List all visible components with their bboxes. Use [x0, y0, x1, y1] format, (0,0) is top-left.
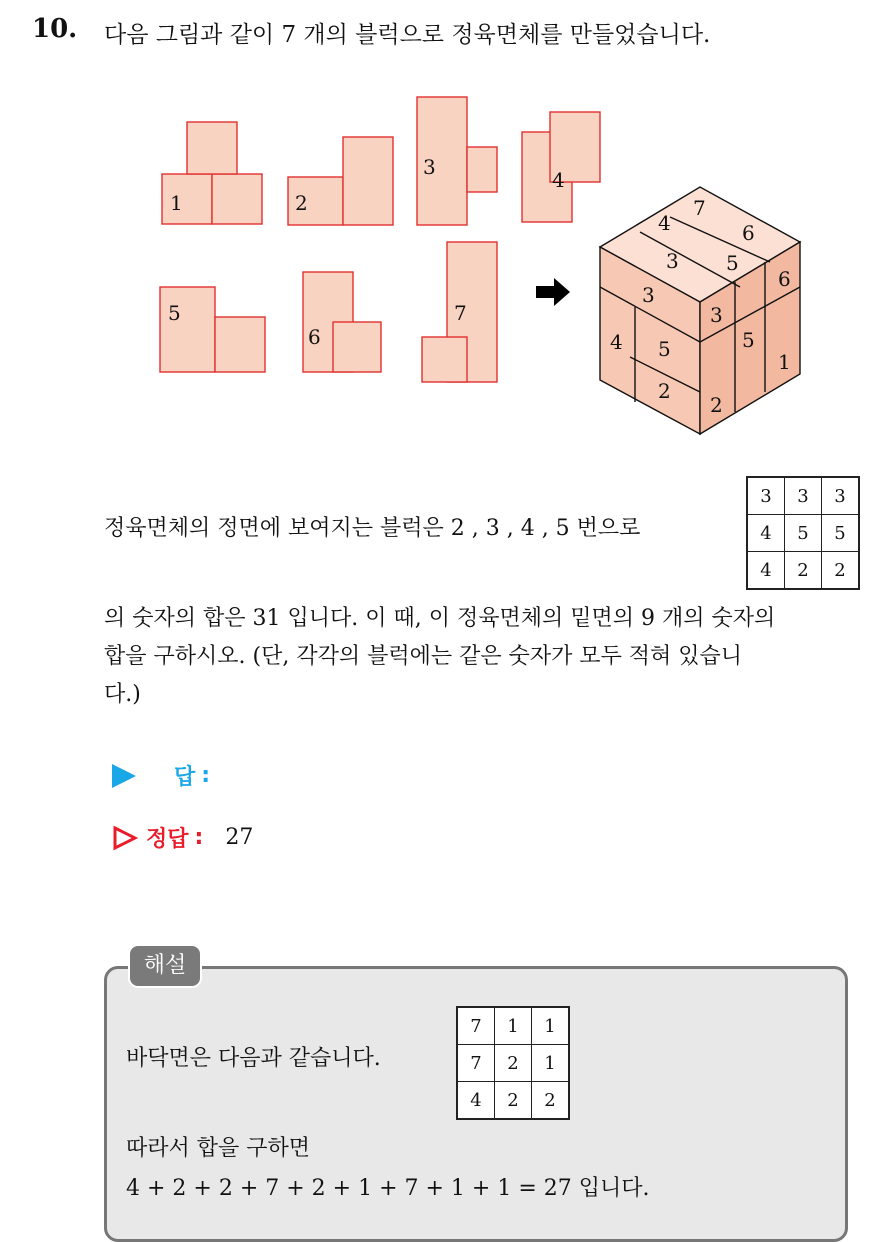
bottom-cell: 2 — [495, 1082, 532, 1120]
front-cell: 5 — [822, 515, 860, 552]
correct-answer-value: 27 — [225, 825, 254, 850]
correct-answer-colon: : — [194, 825, 204, 850]
explanation-line-2: 따라서 합을 구하면 — [126, 1136, 311, 1161]
front-cell: 3 — [822, 477, 860, 515]
front-cell: 2 — [822, 552, 860, 590]
front-cell: 4 — [747, 515, 785, 552]
bottom-cell: 4 — [457, 1082, 495, 1120]
bottom-cell: 1 — [495, 1007, 532, 1045]
paragraph-line-3: 합을 구하시오. (단, 각각의 블럭에는 같은 숫자가 모두 적혀 있습니 — [104, 644, 743, 669]
cube-top-7: 7 — [693, 196, 706, 220]
front-cell: 5 — [785, 515, 822, 552]
cube-right-1: 1 — [778, 350, 791, 374]
cube-front-2a: 2 — [658, 379, 671, 403]
outline-triangle-icon — [112, 825, 138, 851]
paragraph-line-2: 의 숫자의 합은 31 입니다. 이 때, 이 정육면체의 밑면의 9 개의 숫자의 — [104, 606, 776, 631]
bottom-cell: 7 — [457, 1045, 495, 1082]
block-label-5: 5 — [168, 301, 181, 325]
cube-right-5: 5 — [742, 328, 755, 352]
cube-front-3a: 3 — [642, 283, 655, 307]
correct-answer-row — [112, 822, 253, 853]
cube-front-5: 5 — [658, 337, 671, 361]
cube-right-6: 6 — [778, 267, 791, 291]
block-label-6: 6 — [308, 325, 321, 349]
answer-row — [112, 760, 210, 791]
answer-label: 답 — [174, 765, 196, 790]
bottom-cell: 7 — [457, 1007, 495, 1045]
cube-top-3: 3 — [666, 249, 679, 273]
block-label-7: 7 — [454, 301, 467, 325]
explanation-badge: 해설 — [128, 944, 202, 988]
cube-top-5: 5 — [726, 251, 739, 275]
block-label-3: 3 — [423, 155, 436, 179]
bottom-cell: 1 — [532, 1045, 570, 1082]
cube-top-4: 4 — [658, 211, 671, 235]
assembled-cube — [600, 187, 800, 434]
bottom-cell: 1 — [532, 1007, 570, 1045]
bottom-cell: 2 — [495, 1045, 532, 1082]
explanation-line-1: 바닥면은 다음과 같습니다. — [126, 1046, 381, 1071]
front-cell: 3 — [785, 477, 822, 515]
question-text: 다음 그림과 같이 7 개의 블럭으로 정육면체를 만들었습니다. — [104, 22, 711, 48]
correct-answer-label: 정답 — [146, 827, 189, 852]
bottom-cell: 2 — [532, 1082, 570, 1120]
block-label-4: 4 — [552, 168, 565, 192]
block-pieces — [160, 97, 600, 382]
block-label-1: 1 — [170, 191, 183, 215]
answer-colon: : — [201, 763, 211, 788]
right-arrow-icon — [536, 278, 570, 306]
cube-top-6: 6 — [742, 221, 755, 245]
paragraph-line-1: 정육면체의 정면에 보여지는 블럭은 2 , 3 , 4 , 5 번으로 — [104, 516, 641, 541]
cube-front-2b: 2 — [710, 393, 723, 417]
blocks-figure — [150, 82, 830, 452]
bottom-grid — [456, 1006, 570, 1120]
front-cell: 2 — [785, 552, 822, 590]
front-cell: 3 — [747, 477, 785, 515]
play-triangle-icon — [112, 764, 136, 788]
question-number: 10. — [32, 14, 78, 44]
block-label-2: 2 — [295, 191, 308, 215]
cube-front-3b: 3 — [710, 303, 723, 327]
cube-front-4: 4 — [610, 330, 623, 354]
front-grid — [746, 476, 860, 590]
front-cell: 4 — [747, 552, 785, 590]
paragraph-line-4: 다.) — [104, 682, 141, 707]
explanation-line-3: 4 + 2 + 2 + 7 + 2 + 1 + 7 + 1 + 1 = 27 입니다. — [126, 1176, 650, 1201]
